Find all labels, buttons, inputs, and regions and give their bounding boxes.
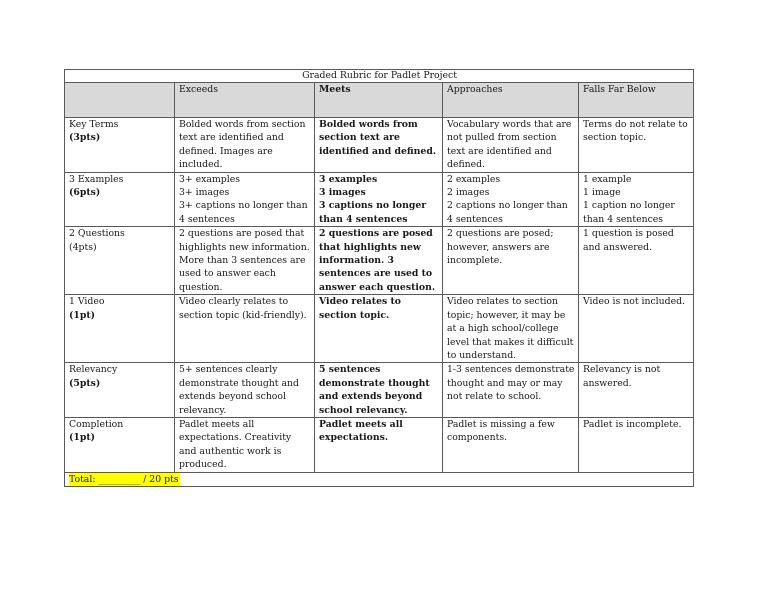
cell-exceeds: Bolded words from section text are identified and defined. Images are included.	[175, 118, 315, 173]
row-points: (3pts)	[69, 132, 101, 144]
cell-meets: 3 examples 3 images 3 captions no longer than 4 sentences	[315, 172, 443, 227]
cell-exceeds: Video clearly relates to section topic (kid-friendly).	[175, 295, 315, 363]
cell-exceeds: 2 questions are posed that highlights new information. More than 3 sentences are used to answer each question.	[175, 227, 315, 295]
rubric-row	[65, 295, 694, 363]
cell-falls-far-below: Video is not included.	[579, 295, 694, 363]
header-row	[65, 83, 694, 118]
cell-approaches: Padlet is missing a few components.	[443, 417, 579, 472]
cell-meets: Padlet meets all expectations.	[315, 417, 443, 472]
row-category	[65, 363, 175, 418]
cell-meets: 5 sentences demonstrate thought and extends beyond school relevancy.	[315, 363, 443, 418]
rubric-row	[65, 172, 694, 227]
total-score: Total: _________ / 20 pts	[69, 473, 179, 485]
row-name: Relevancy	[69, 364, 118, 376]
cell-approaches: Vocabulary words that are not pulled from section text are identified and defined.	[443, 118, 579, 173]
title-row	[65, 70, 694, 83]
row-points: (6pts)	[69, 187, 101, 199]
cell-exceeds: 3+ examples 3+ images 3+ captions no longer than 4 sentences	[175, 172, 315, 227]
rubric-row	[65, 417, 694, 472]
cell-approaches: 1-3 sentences demonstrate thought and may or may not relate to school.	[443, 363, 579, 418]
row-name: Completion	[69, 418, 124, 430]
header-meets: Meets	[315, 83, 443, 118]
cell-meets: Video relates to section topic.	[315, 295, 443, 363]
cell-meets: 2 questions are posed that highlights new information. 3 sentences are used to answer each question.	[315, 227, 443, 295]
row-name: 2 Questions	[69, 228, 125, 240]
row-points: (1pt)	[69, 309, 96, 321]
row-name: Key Terms	[69, 119, 119, 130]
cell-approaches: Video relates to section topic; however, it may be at a high school/college level that makes it difficult to understand.	[443, 295, 579, 363]
rubric-table	[64, 69, 694, 487]
header-falls-far-below: Falls Far Below	[579, 83, 694, 118]
cell-approaches: 2 examples 2 images 2 captions no longer than 4 sentences	[443, 172, 579, 227]
header-category	[65, 83, 175, 118]
cell-falls-far-below: 1 example 1 image 1 caption no longer than 4 sentences	[579, 172, 694, 227]
cell-falls-far-below: Padlet is incomplete.	[579, 417, 694, 472]
row-name: 3 Examples	[69, 173, 124, 185]
cell-exceeds: Padlet meets all expectations. Creativity and authentic work is produced.	[175, 417, 315, 472]
rubric-row	[65, 363, 694, 418]
rubric-row	[65, 118, 694, 173]
total-row	[65, 472, 694, 486]
row-points: (5pts)	[69, 377, 101, 389]
header-exceeds: Exceeds	[175, 83, 315, 118]
row-points: (4pts)	[69, 241, 97, 253]
cell-exceeds: 5+ sentences clearly demonstrate thought and extends beyond school relevancy.	[175, 363, 315, 418]
total-cell	[65, 472, 694, 486]
row-points: (1pt)	[69, 432, 96, 444]
row-category	[65, 417, 175, 472]
row-category	[65, 118, 175, 173]
row-category	[65, 227, 175, 295]
cell-approaches: 2 questions are posed; however, answers are incomplete.	[443, 227, 579, 295]
row-name: 1 Video	[69, 296, 105, 308]
header-approaches: Approaches	[443, 83, 579, 118]
rubric-title: Graded Rubric for Padlet Project	[65, 70, 694, 83]
cell-falls-far-below: Terms do not relate to section topic.	[579, 118, 694, 173]
cell-falls-far-below: 1 question is posed and answered.	[579, 227, 694, 295]
cell-falls-far-below: Relevancy is not answered.	[579, 363, 694, 418]
rubric-row	[65, 227, 694, 295]
row-category	[65, 295, 175, 363]
cell-meets: Bolded words from section text are identified and defined.	[315, 118, 443, 173]
row-category	[65, 172, 175, 227]
